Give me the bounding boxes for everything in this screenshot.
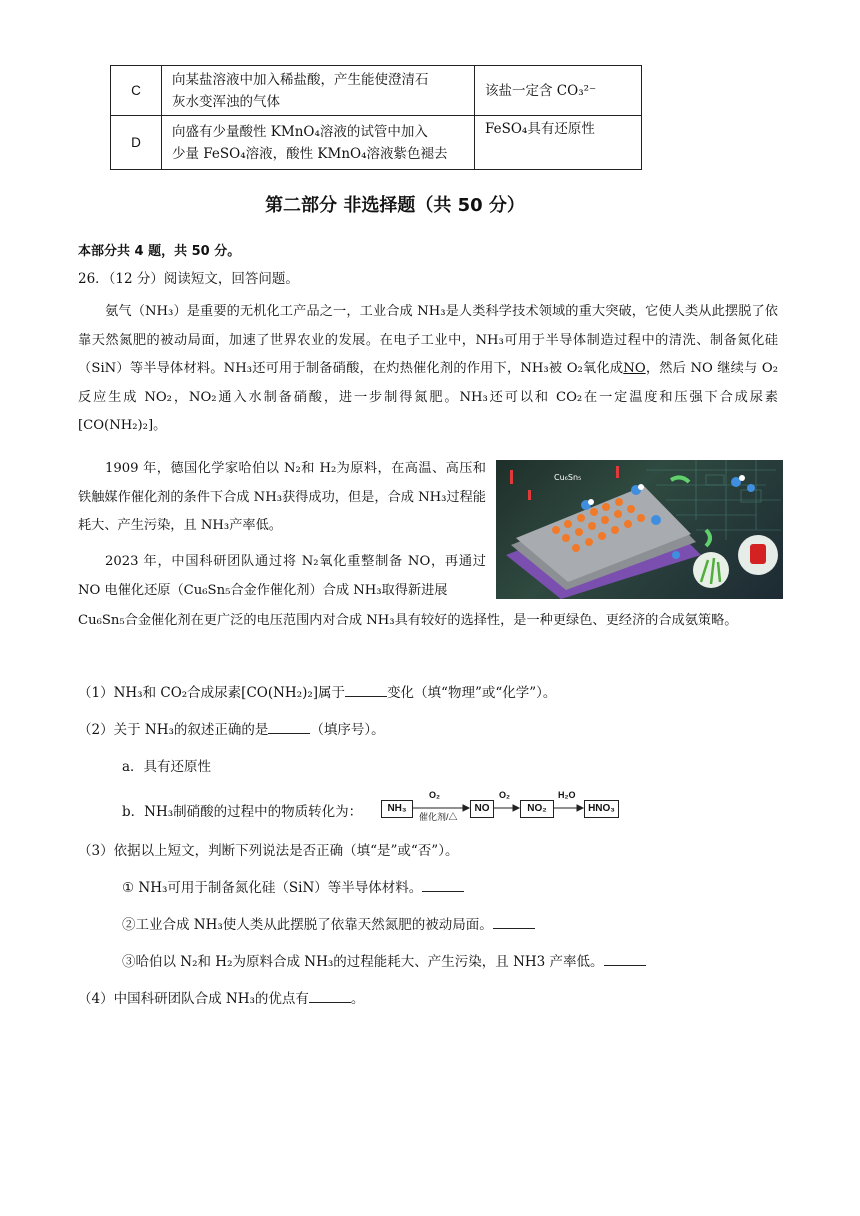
flow-box-hno3: HNO₃: [584, 800, 619, 818]
table-row: [111, 116, 642, 170]
conversion-flow: [381, 790, 621, 822]
description-line: 少量 FeSO₄溶液，酸性 KMnO₄溶液紫色褪去: [172, 145, 448, 162]
passage-text: ，然后 NO 继续与 O₂反应生成 NO₂，NO₂通入水制备硝酸，进一步制得氮肥。NH₃还可以和 CO₂在一定温度和压强下合成尿素[CO(NH₂)₂]。: [78, 361, 778, 433]
passage-paragraph-1: [78, 298, 778, 441]
question-text: （1）NH₃和 CO₂合成尿素[CO(NH₂)₂]属于: [78, 685, 346, 701]
question-text: 变化（填“物理”或“化学”）。: [387, 685, 557, 701]
option-description: [162, 116, 475, 170]
question-3-item-2: [122, 913, 535, 933]
question-text: 。: [350, 991, 365, 1007]
arrow-1-condition: 催化剂/△: [419, 812, 458, 822]
option-description: [162, 66, 475, 116]
passage-text: 1909 年，德国化学家哈伯以 N₂和 H₂为原料，在高温、高压和铁触媒作催化剂的条件下合成 NH₃获得成功，但是，合成 NH₃过程能耗大、产生污染，且 NH₃产率低。: [78, 461, 486, 533]
passage-paragraph-2: [78, 455, 486, 541]
option-conclusion: FeSO₄具有还原性: [475, 116, 642, 170]
question-1: [78, 681, 556, 701]
underlined-text: NO: [623, 361, 646, 376]
answer-blank[interactable]: [309, 990, 351, 1003]
section-note: 本部分共 4 题，共 50 分。: [78, 244, 241, 259]
flow-box-no: NO: [470, 800, 494, 818]
table-row: [111, 66, 642, 116]
question-3: （3）依据以上短文，判断下列说法是否正确（填“是”或“否”）。: [78, 843, 459, 859]
arrow-2-reagent: O₂: [499, 790, 510, 800]
passage-paragraph-3: [78, 548, 486, 605]
arrow-3-reagent: H₂O: [558, 790, 576, 800]
flow-box-no2: NO₂: [520, 800, 554, 818]
question-4: [78, 987, 364, 1007]
catalyst-illustration-graphic: [496, 460, 783, 599]
section-title: 第二部分 非选择题（共 50 分）: [265, 195, 525, 216]
arrow-1-reagent: O₂: [429, 790, 440, 800]
flow-box-nh3: NH₃: [381, 800, 413, 818]
question-2-option-a: a．具有还原性: [122, 759, 212, 775]
question-3-item-1: [122, 876, 464, 896]
options-table: [110, 65, 642, 170]
answer-blank[interactable]: [345, 684, 387, 697]
question-text: ① NH₃可用于制备氮化硅（SiN）等半导体材料。: [122, 880, 423, 896]
answer-blank[interactable]: [422, 879, 464, 892]
passage-text: 2023 年，中国科研团队通过将 N₂氧化重整制备 NO，再通过 NO 电催化还原（Cu₆Sn₅合金作催化剂）合成 NH₃取得新进展: [78, 554, 486, 598]
passage-paragraph-3-cont: Cu₆Sn₅合金催化剂在更广泛的电压范围内对合成 NH₃具有较好的选择性，是一种更绿色、更经济的合成氨策略。: [78, 613, 738, 628]
question-text: ③哈伯以 N₂和 H₂为原料合成 NH₃的过程能耗大、产生污染，且 NH3 产率低。: [122, 954, 604, 970]
option-conclusion: 该盐一定含 CO₃²⁻: [475, 66, 642, 116]
catalyst-illustration: [496, 460, 783, 599]
answer-blank[interactable]: [268, 721, 310, 734]
description-line: 灰水变浑浊的气体: [172, 93, 280, 110]
question-text: （2）关于 NH₃的叙述正确的是: [78, 722, 269, 738]
question-header: 26．（12 分）阅读短文，回答问题。: [78, 271, 299, 287]
answer-blank[interactable]: [604, 953, 646, 966]
answer-blank[interactable]: [493, 916, 535, 929]
passage-text: 氨气（NH₃）是重要的无机化工产品之一，工业合成 NH₃是人类科学技术领域的重大突破，它使人类从此摆脱了依靠天然氮肥的被动局面，加速了世界农业的发展。在电子工业中，NH₃可用于半导体制造过程中的清洗、制备氮化硅（SiN）等半导体材料。NH₃还可用于制备硝酸，在灼热催化剂的作用下，NH₃被 O₂氧化成: [78, 304, 778, 376]
question-text: （4）中国科研团队合成 NH₃的优点有: [78, 991, 309, 1007]
question-text: ②工业合成 NH₃使人类从此摆脱了依靠天然氮肥的被动局面。: [122, 917, 493, 933]
question-2: [78, 718, 385, 738]
question-3-item-3: [122, 950, 646, 970]
question-2-option-b: b．NH₃制硝酸的过程中的物质转化为：: [122, 804, 363, 820]
description-line: 向某盐溶液中加入稀盐酸，产生能使澄清石: [172, 71, 429, 88]
description-line: 向盛有少量酸性 KMnO₄溶液的试管中加入: [172, 123, 428, 140]
image-label: Cu₆Sn₅: [554, 473, 582, 482]
option-letter: C: [111, 66, 162, 116]
question-text: （填序号）。: [310, 722, 385, 738]
option-letter: D: [111, 116, 162, 170]
